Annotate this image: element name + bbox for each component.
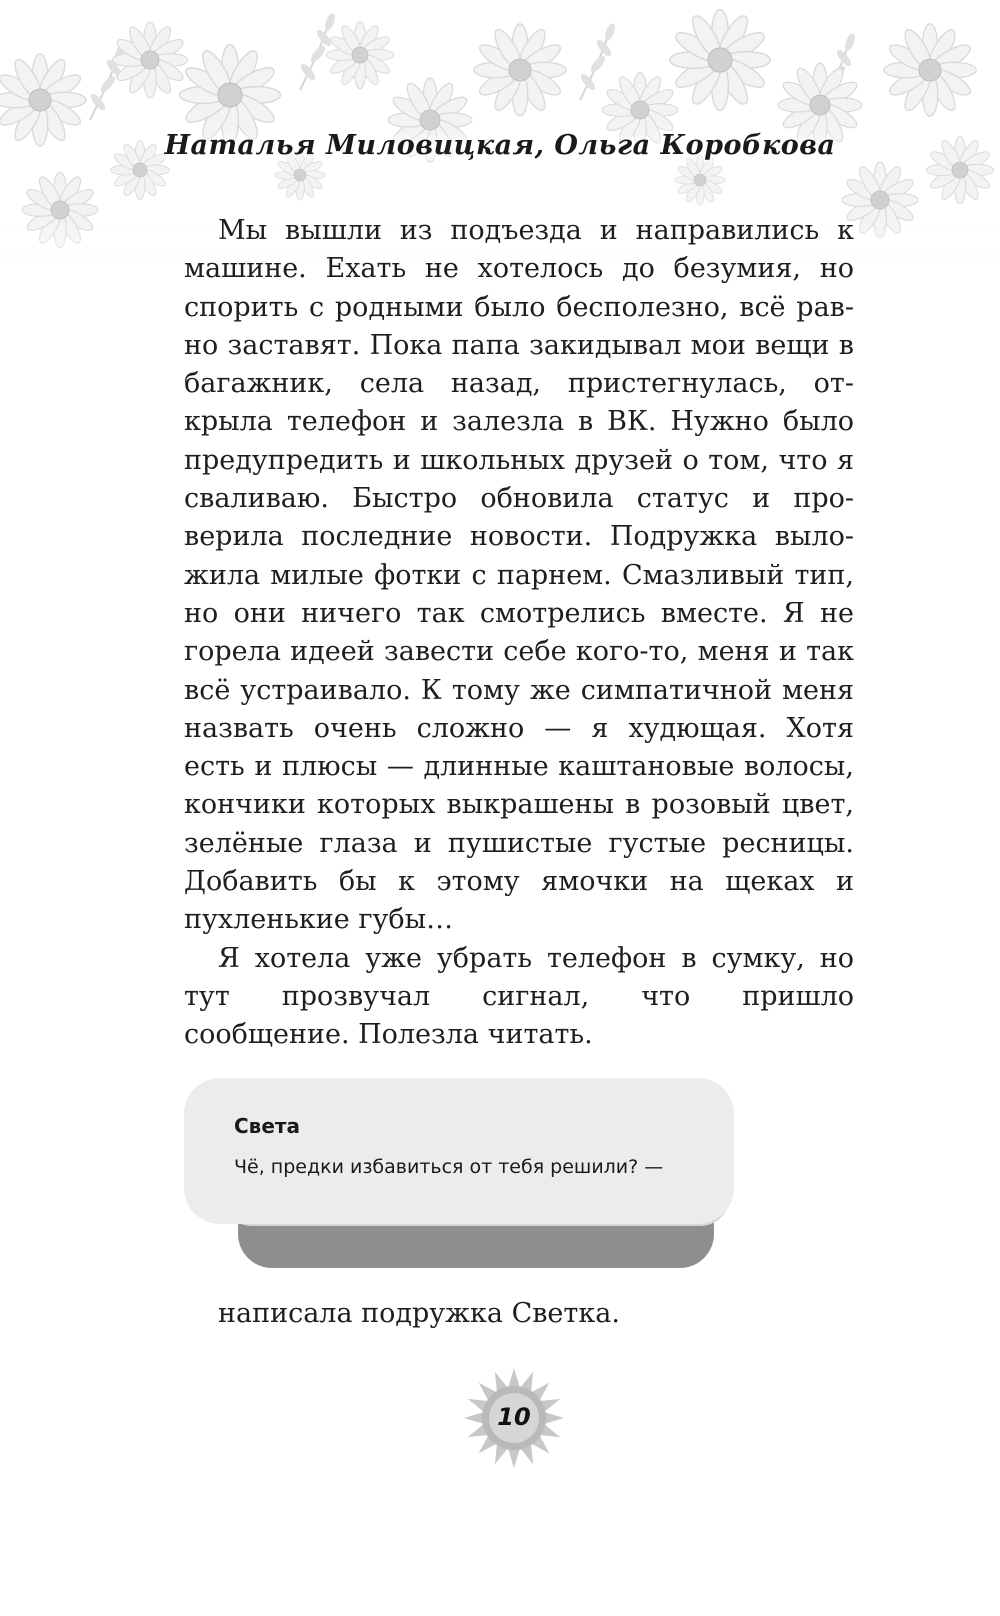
chat-bubble <box>184 1078 734 1224</box>
running-header-authors: Наталья Миловицкая, Ольга Коробкова <box>164 130 836 161</box>
message-text: Чё, предки избавиться от тебя решили? — <box>234 1156 664 1178</box>
chat-message-illustration <box>184 1078 744 1270</box>
paragraph: Я хотела уже убрать телефон в сумку, но тут прозвучал сигнал, что пришло сообщение. Полезла читать. <box>184 942 854 1051</box>
page-number: 10 <box>497 1403 531 1431</box>
continuation-text: написала подружка Светка. <box>218 1298 620 1329</box>
paragraph: Мы вышли из подъезда и направились к машине. Ехать не хотелось до безумия, но спорить с родными было бесполезно, всё равно заставят. Пока папа закидывал мои вещи в багажник, села назад, пристегнулась, открыла телефон и залезла в ВК. Нужно было предупредить и школьных друзей о том, что я сваливаю. Быстро обновила статус и проверила последние новости. Подружка выложила милые фотки с парнем. Смазливый тип, но они ничего так смотрелись вместе. Я не горела идеей завести себе кого-то, меня и так всё устраивало. К тому же симпатичной меня назвать очень сложно — я худющая. Хотя есть и плюсы — длинные каштановые волосы, кончики которых выкрашены в розовый цвет, зелёные глаза и пушистые густые ресницы. Добавить бы к этому ямочки на щеках и пухленькие губы… <box>184 215 854 936</box>
body-text <box>184 212 854 1055</box>
message-sender: Света <box>234 1114 300 1138</box>
